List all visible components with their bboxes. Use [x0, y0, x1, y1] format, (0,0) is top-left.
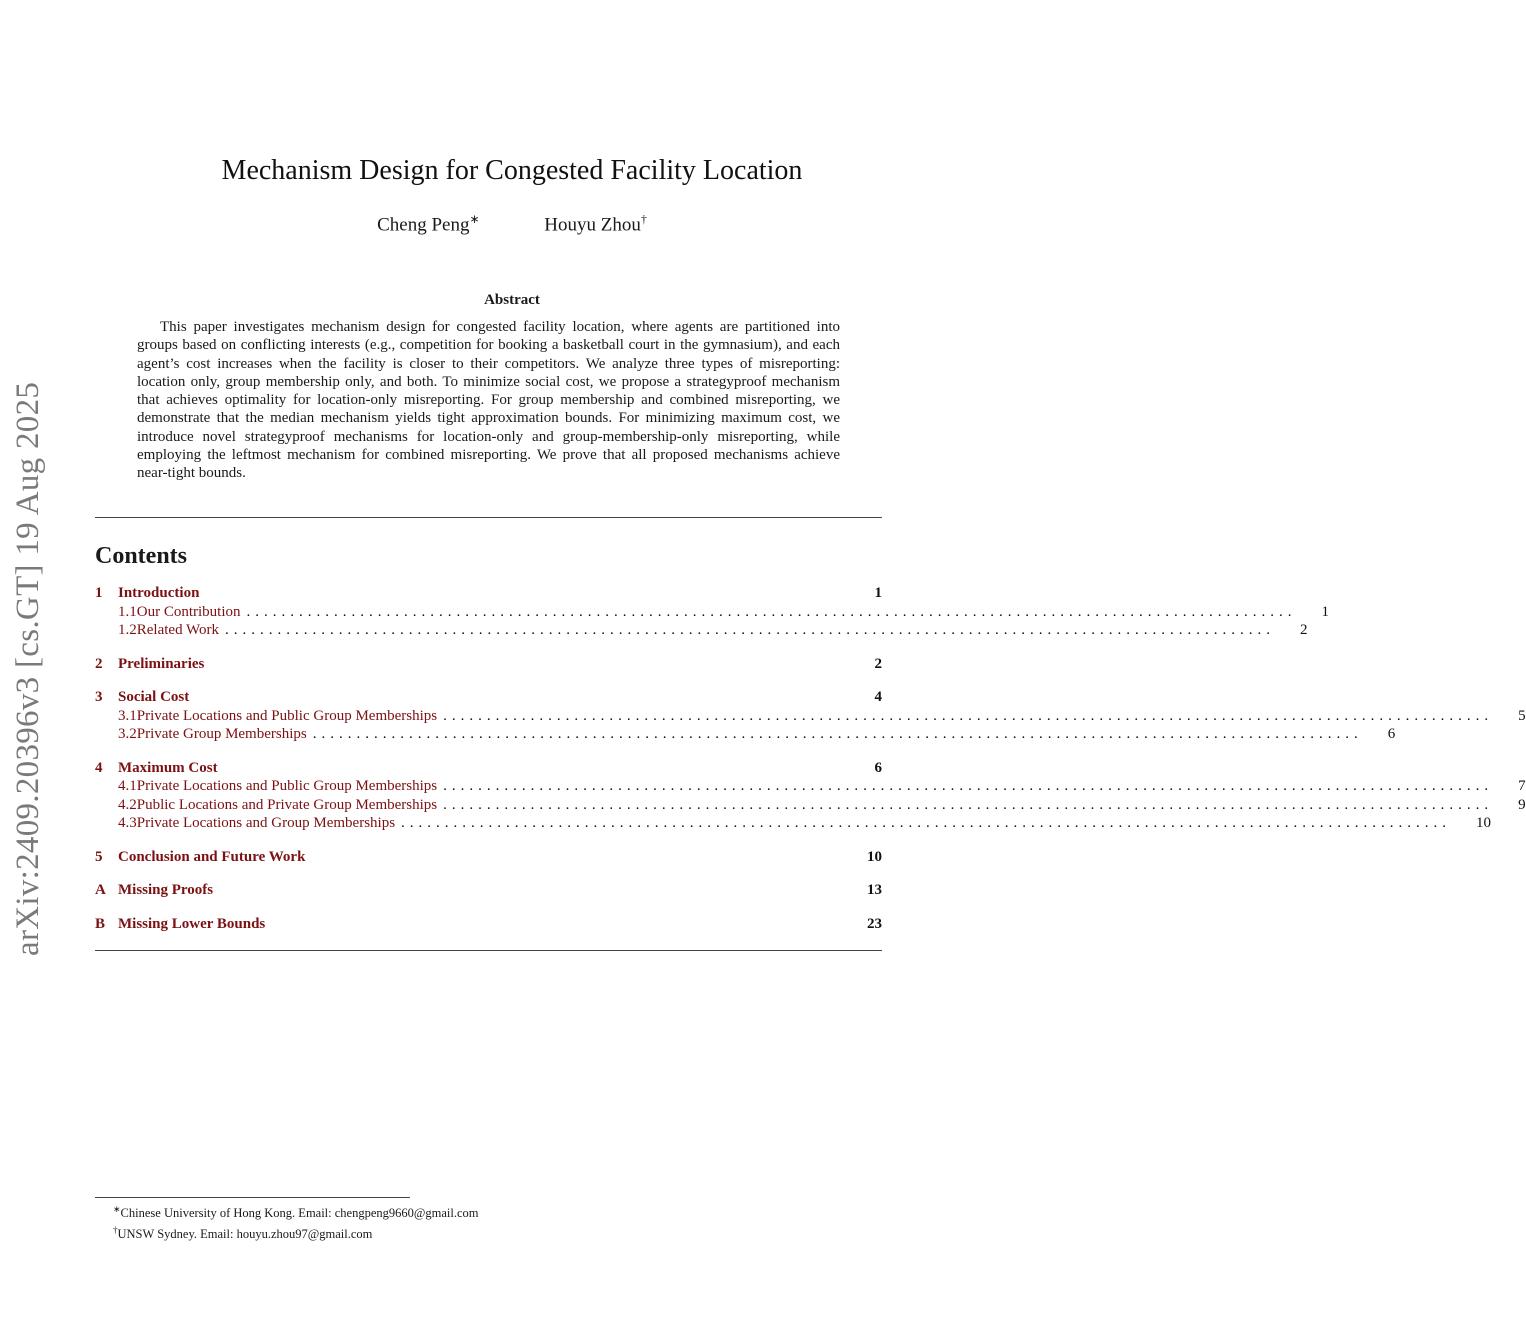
toc-section-4[interactable] [95, 760, 882, 779]
abstract-text: This paper investigates mechanism design for congested facility location, where agents are partitioned into groups based on conflicting interests (e.g., competition for booking a basketball court in the gymnasium), and each agent’s cost increases when the facility is closer to their competitors. We analyze three types of misreporting: location only, group membership only, and both. To minimize social cost, we propose a strategyproof mechanism that achieves optimality for location-only misreporting. For group membership and combined misreporting, we demonstrate that the median mechanism yields tight approximation bounds. For minimizing maximum cost, we introduce novel strategyproof mechanisms for location-only and group-membership-only misreporting, while employing the leftmost mechanism for combined misreporting. We prove that all proposed mechanisms achieve near-tight bounds. [137, 319, 840, 482]
contents-heading: Contents [95, 543, 188, 569]
footnote-mark: ∗ [113, 1204, 121, 1214]
toc-leader-dots: ........................................................................................................................ [312, 726, 1363, 742]
toc-subsection-page: 9 [1518, 796, 1526, 813]
abstract-heading: Abstract [484, 292, 540, 308]
toc-subsection-page: 7 [1518, 778, 1526, 794]
toc-subsection-page: 5 [1518, 707, 1526, 724]
footnote-mark: ∗ [469, 212, 480, 226]
toc-subsection-page: 10 [1476, 815, 1492, 831]
toc-subsection-link[interactable]: Related Work [136, 622, 219, 638]
toc-section-5[interactable] [95, 849, 882, 868]
toc-section-2[interactable] [95, 656, 882, 675]
toc-subsection-link[interactable]: Public Locations and Private Group Memberships [136, 796, 438, 813]
toc-leader-dots: ........................................................................................................................ [443, 796, 1494, 813]
toc-subsection-link[interactable]: Private Locations and Group Memberships [136, 815, 396, 831]
table-of-contents [95, 585, 1526, 934]
toc-leader-dots: ........................................................................................................................ [401, 815, 1452, 831]
toc-section-page: 23 [867, 915, 882, 932]
toc-section-link[interactable]: Missing Lower Bounds [118, 915, 266, 932]
toc-subsection-page: 1 [1321, 603, 1329, 620]
toc-section-page: 6 [874, 759, 882, 776]
author-list [0, 212, 1024, 236]
toc-subsection-page: 6 [1387, 726, 1396, 742]
toc-section-1[interactable] [95, 585, 882, 604]
toc-subsection-number: 4.2 [118, 796, 137, 813]
author-1 [377, 212, 479, 236]
toc-section-b[interactable] [95, 916, 882, 935]
toc-leader-dots: ........................................................................................................................ [443, 778, 1494, 794]
toc-section-page: 1 [874, 585, 882, 601]
toc-section-number: B [95, 915, 106, 932]
author-name: Houyu Zhou [544, 214, 641, 236]
footnotes [113, 1201, 479, 1243]
toc-subsection-3-1[interactable] [95, 707, 1526, 727]
toc-subsection-number: 3.2 [118, 726, 137, 742]
toc-leader-dots: ........................................................................................................................ [246, 603, 1297, 620]
arxiv-identifier: arXiv:2409.20396v3 [cs.GT] 19 Aug 2025 [10, 381, 46, 956]
toc-subsection-number: 1.1 [118, 603, 137, 620]
toc-subsection-4-1[interactable] [95, 778, 1526, 797]
author-2 [544, 212, 647, 236]
footnote-2 [113, 1222, 479, 1243]
toc-section-number: 3 [95, 689, 103, 705]
toc-subsection-link[interactable]: Our Contribution [136, 603, 241, 620]
paper-title: Mechanism Design for Congested Facility Location [221, 155, 803, 186]
toc-section-link[interactable]: Introduction [118, 585, 200, 601]
toc-subsection-page: 2 [1300, 622, 1308, 638]
toc-section-link[interactable]: Social Cost [118, 689, 190, 705]
footnote-divider [95, 1197, 410, 1198]
toc-leader-dots: ........................................................................................................................ [225, 622, 1275, 638]
toc-section-page: 13 [867, 882, 882, 898]
toc-subsection-link[interactable]: Private Locations and Public Group Memberships [136, 707, 438, 724]
toc-section-page: 2 [874, 655, 882, 672]
toc-subsection-1-2[interactable] [95, 622, 1308, 641]
footnote-1 [113, 1201, 479, 1222]
toc-subsection-3-2[interactable] [95, 726, 1396, 745]
toc-section-link[interactable]: Preliminaries [118, 655, 205, 672]
toc-leader-dots: ........................................................................................................................ [443, 707, 1494, 724]
toc-subsection-number: 1.2 [118, 622, 137, 638]
toc-subsection-number: 3.1 [118, 707, 137, 724]
toc-section-number: 1 [95, 585, 103, 601]
toc-section-link[interactable]: Maximum Cost [118, 759, 218, 776]
author-name: Cheng Peng [377, 214, 470, 236]
toc-subsection-link[interactable]: Private Group Memberships [136, 726, 307, 742]
footnote-text: UNSW Sydney. Email: houyu.zhou97@gmail.com [117, 1227, 373, 1242]
footnote-text: Chinese University of Hong Kong. Email: chengpeng9660@gmail.com [120, 1206, 479, 1221]
toc-subsection-number: 4.1 [118, 778, 137, 794]
toc-subsection-4-3[interactable] [95, 815, 1492, 834]
toc-section-3[interactable] [95, 689, 882, 708]
divider-top [95, 517, 882, 518]
toc-section-number: 2 [95, 655, 103, 672]
toc-section-link[interactable]: Missing Proofs [118, 882, 214, 898]
toc-section-number: 4 [95, 759, 103, 776]
toc-section-number: A [95, 882, 106, 898]
toc-subsection-link[interactable]: Private Locations and Public Group Memberships [136, 778, 438, 794]
toc-subsection-4-2[interactable] [95, 796, 1526, 816]
toc-section-page: 4 [874, 689, 882, 705]
toc-section-a[interactable] [95, 882, 882, 901]
footnote-mark: † [640, 212, 647, 226]
toc-subsection-1-1[interactable] [95, 603, 1329, 623]
toc-section-number: 5 [95, 848, 103, 865]
toc-section-page: 10 [867, 848, 882, 865]
footnote-mark: † [113, 1225, 118, 1236]
toc-section-link[interactable]: Conclusion and Future Work [118, 848, 306, 865]
divider-bottom [95, 950, 882, 951]
toc-subsection-number: 4.3 [118, 815, 137, 831]
